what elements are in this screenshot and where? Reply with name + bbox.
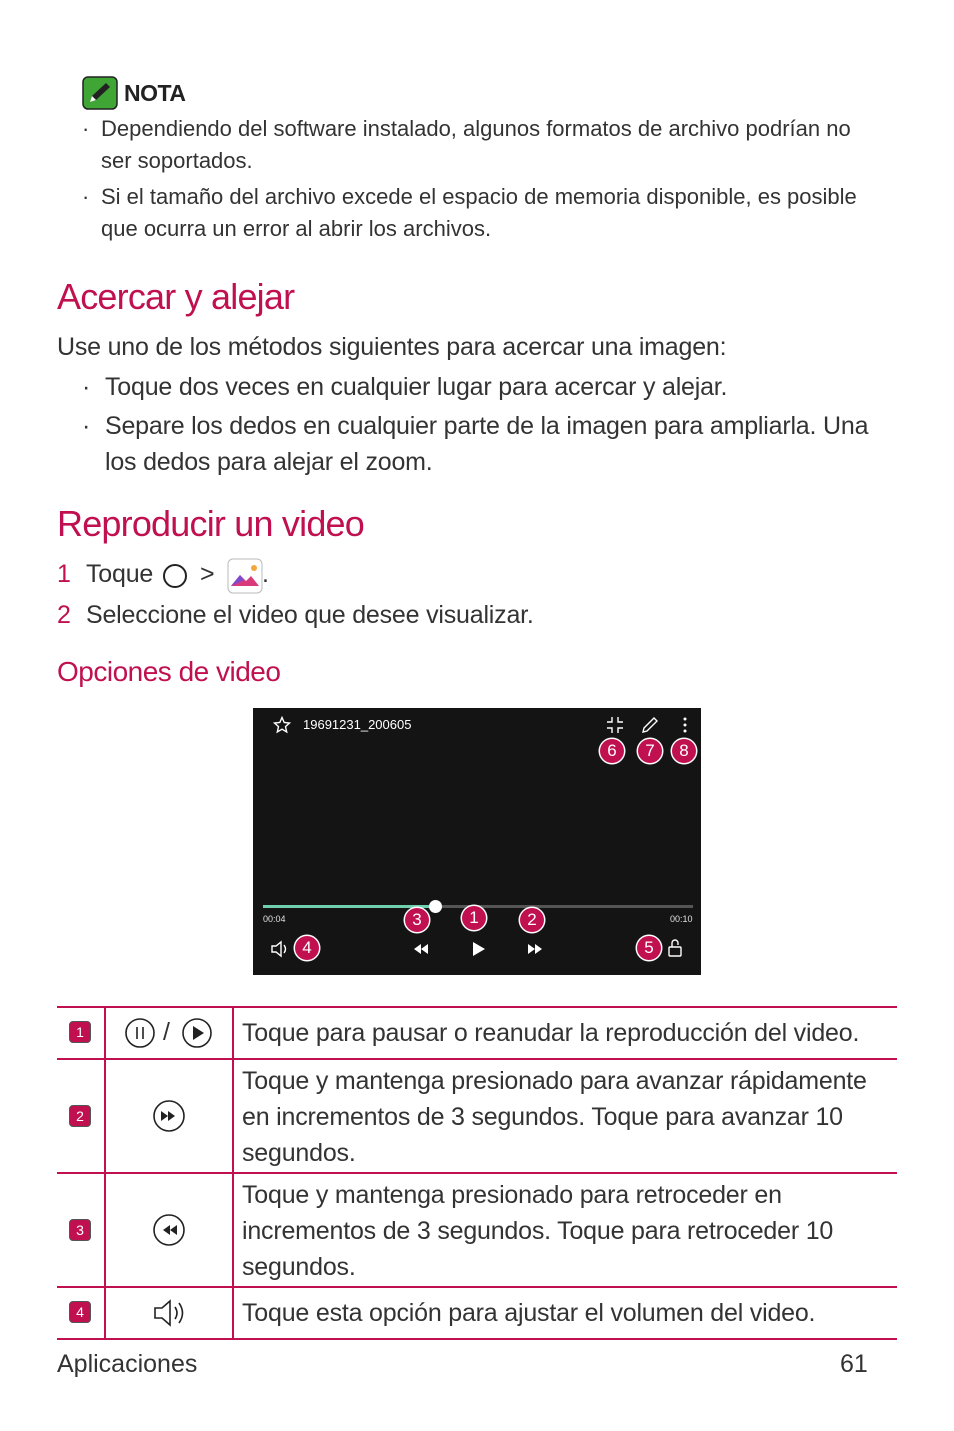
table-row-number: 3 xyxy=(69,1219,91,1241)
table-border xyxy=(57,1058,897,1060)
step-text: Seleccione el video que desee visualizar. xyxy=(86,601,534,629)
table-border xyxy=(57,1338,897,1340)
progress-fill xyxy=(263,905,435,908)
rewind-icon xyxy=(152,1213,186,1252)
icon-separator: / xyxy=(163,1018,170,1046)
table-column-divider xyxy=(232,1006,234,1339)
time-current: 00:04 xyxy=(263,914,286,924)
callout-badge: 1 xyxy=(462,906,486,930)
volume-icon xyxy=(152,1297,188,1334)
table-border xyxy=(57,1006,897,1008)
table-row-number: 1 xyxy=(69,1021,91,1043)
play-icon xyxy=(181,1017,213,1054)
step-separator: > xyxy=(200,560,215,588)
pause-icon xyxy=(124,1017,156,1054)
table-row-number: 2 xyxy=(69,1105,91,1127)
time-total: 00:10 xyxy=(670,914,693,924)
table-row-description: Toque y mantenga presionado para avanzar rápidamente en incrementos de 3 segundos. Toque para avanzar 10 segundos. xyxy=(242,1067,867,1167)
section-title-video: Reproducir un video xyxy=(57,503,364,544)
callout-badge: 2 xyxy=(520,908,544,932)
page-number: 61 xyxy=(840,1350,868,1378)
zoom-bullet: · Separe los dedos en cualquier parte de la imagen para ampliarla. Una los dedos para alejar el zoom. xyxy=(82,412,869,476)
note-item: · Dependiendo del software instalado, algunos formatos de archivo podrían no ser soportados. xyxy=(82,116,851,173)
volume-icon xyxy=(270,940,290,963)
callout-badge: 6 xyxy=(600,739,624,763)
callout-badge: 5 xyxy=(637,936,661,960)
note-label: NOTA xyxy=(124,80,186,106)
step-text: Toque xyxy=(86,560,154,588)
zoom-bullet: · Toque dos veces en cualquier lugar para acercar y alejar. xyxy=(82,373,728,401)
table-row-number: 4 xyxy=(69,1301,91,1323)
lock-icon xyxy=(667,938,683,963)
table-row-description: Toque esta opción para ajustar el volumen del video. xyxy=(242,1299,816,1327)
table-border xyxy=(57,1172,897,1174)
fast-forward-icon xyxy=(152,1099,186,1138)
rewind-icon xyxy=(413,942,429,960)
table-row-description: Toque y mantenga presionado para retroceder en incrementos de 3 segundos. Toque para retroceder 10 segundos. xyxy=(242,1181,834,1281)
note-item: · Si el tamaño del archivo excede el espacio de memoria disponible, es posible que ocurra un error al abrir los archivos. xyxy=(82,184,857,241)
fast-forward-icon xyxy=(527,942,543,960)
subsection-title: Opciones de video xyxy=(57,656,281,687)
collapse-icon xyxy=(606,716,624,739)
video-filename: 19691231_200605 xyxy=(303,717,412,732)
callout-badge: 3 xyxy=(405,908,429,932)
play-icon xyxy=(472,941,486,962)
step-number: 2 xyxy=(57,601,71,629)
table-column-divider xyxy=(104,1006,106,1339)
video-player-screenshot xyxy=(253,708,701,975)
table-border xyxy=(57,1286,897,1288)
gallery-app-icon xyxy=(227,558,263,594)
callout-badge: 4 xyxy=(295,936,319,960)
footer-section: Aplicaciones xyxy=(57,1350,198,1378)
step-number: 1 xyxy=(57,560,71,588)
home-circle-icon xyxy=(162,563,188,589)
step-end: . xyxy=(262,560,269,588)
table-row-description: Toque para pausar o reanudar la reproducción del video. xyxy=(242,1019,860,1047)
edit-pencil-icon xyxy=(641,716,659,739)
more-options-icon xyxy=(681,716,689,739)
callout-badge: 8 xyxy=(672,739,696,763)
callout-badge: 7 xyxy=(638,739,662,763)
progress-handle xyxy=(429,900,442,913)
zoom-intro: Use uno de los métodos siguientes para acercar una imagen: xyxy=(57,333,727,361)
star-icon xyxy=(273,716,291,739)
note-pencil-icon xyxy=(82,76,118,110)
section-title-zoom: Acercar y alejar xyxy=(57,276,295,317)
